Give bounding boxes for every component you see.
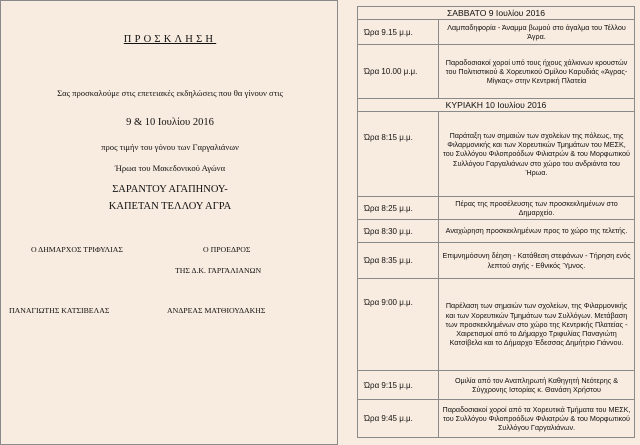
program-row [358, 279, 634, 371]
event-description: Λαμπαδηφορία - Άναμμα βωμού στο άγαλμα του Τέλλου Άγρα. [438, 20, 634, 44]
event-description: Αναχώρηση προσκεκλημένων προς το χώρο της τελετής. [438, 220, 634, 242]
event-time: Ώρα 8:35 μ.μ. [364, 256, 413, 265]
event-time: Ώρα 8:15 μ.μ. [364, 132, 413, 142]
president-name: ΑΝΔΡΕΑΣ ΜΑΤΘΙΟΥΔΑΚΗΣ [167, 306, 266, 315]
event-description: Παρέλαση των σημαιών των σχολείων, της Φιλαρμονικής και των Χορευτικών Τμημάτων των Συλλόγων. Μετάβαση των προσκεκλημένων στο χώρο της Κεντρικής Πλατείας - Χαιρετισμοί από το Δήμαρχο Τριφυλίας Παναγιώτη Κατσίβελα και το Δήμαρχο Έδεσσας Δημήτριο Γιάννου. [438, 279, 634, 370]
program-row [358, 220, 634, 243]
event-time: Ώρα 9:15 μ.μ. [364, 380, 413, 390]
mayor-name: ΠΑΝΑΓΙΩΤΗΣ ΚΑΤΣΙΒΕΛΑΣ [9, 306, 110, 315]
program-row [358, 20, 634, 45]
president-title: Ο ΠΡΟΕΔΡΟΣ [203, 245, 251, 254]
invitation-title: ΠΡΟΣΚΛΗΣΗ [123, 34, 217, 45]
program-row [358, 243, 634, 279]
in-honor-line: προς τιμήν του γόνου των Γαργαλιάνων [101, 142, 239, 152]
honoree-name-line1: ΣΑΡΑΝΤΟΥ ΑΓΑΠΗΝΟΥ- [112, 184, 228, 195]
program-row [358, 197, 634, 220]
event-time: Ώρα 10.00 μ.μ. [364, 67, 418, 76]
event-time: Ώρα 8:30 μ.μ. [364, 226, 413, 236]
day1-header: ΣΑΒΒΑΤΟ 9 Ιουλίου 2016 [358, 7, 634, 20]
event-description: Πέρας της προσέλευσης των προσκεκλημένων στο Δημαρχείο. [438, 197, 634, 219]
invitation-intro: Σας προσκαλούμε στις επετειακές εκδηλώσεις που θα γίνουν στις [57, 88, 283, 98]
event-description: Ομιλία από τον Αναπληρωτή Καθηγητή Νεότερης & Σύγχρονης Ιστορίας κ. Θανάση Χρήστου [438, 371, 634, 399]
event-time: Ώρα 9:00 μ.μ. [364, 297, 413, 307]
day2-header: ΚΥΡΙΑΚΗ 10 Ιουλίου 2016 [358, 99, 634, 112]
event-description: Παραδοσιακοί χοροί υπό τους ήχους χάλκινων κρουστών του Πολιτιστικού & Χορευτικού Ομίλου Καρυδιάς «Άγρας-Μίγκας» στην Κεντρική Πλατεία [438, 45, 634, 98]
program-row [358, 112, 634, 197]
program-row [358, 371, 634, 400]
event-time: Ώρα 9.15 μ.μ. [364, 27, 413, 37]
program-row [358, 400, 634, 437]
event-dates: 9 & 10 Ιουλίου 2016 [126, 117, 214, 128]
program-table [357, 6, 635, 438]
president-org: ΤΗΣ Δ.Κ. ΓΑΡΓΑΛΙΑΝΩΝ [175, 266, 262, 275]
event-description: Παράταξη των σημαιών των σχολείων της πόλεως, της Φιλαρμονικής και των Χορευτικών Τμημάτων του ΜΕΣΚ, του Συλλόγου Φιλοπροόδων Φιλιατρών & του Μορφωτικού Συλλόγου Γαργαλιάνων στο χώρο του ανδριάντα του Ήρωα. [438, 112, 634, 196]
honoree-name-line2: ΚΑΠΕΤΑΝ ΤΕΛΛΟΥ ΑΓΡΑ [108, 201, 232, 212]
event-time: Ώρα 9:45 μ.μ. [364, 414, 413, 423]
event-description: Επιμνημόσυνη δέηση - Κατάθεση στεφάνων - Τήρηση ενός λεπτού σιγής - Εθνικός Ύμνος. [438, 243, 634, 278]
program-row [358, 45, 634, 99]
mayor-title: Ο ΔΗΜΑΡΧΟΣ ΤΡΙΦΥΛΙΑΣ [31, 245, 123, 254]
event-description: Παραδοσιακοί χοροί από τα Χορευτικά Τμήματα του ΜΕΣΚ, του Συλλόγου Φιλοπροόδων Φιλιατρών & του Μορφωτικού Συλλόγου Γαργαλιάνων. [438, 400, 634, 437]
event-time: Ώρα 8:25 μ.μ. [364, 203, 413, 213]
hero-line: Ήρωα του Μακεδονικού Αγώνα [114, 163, 226, 173]
